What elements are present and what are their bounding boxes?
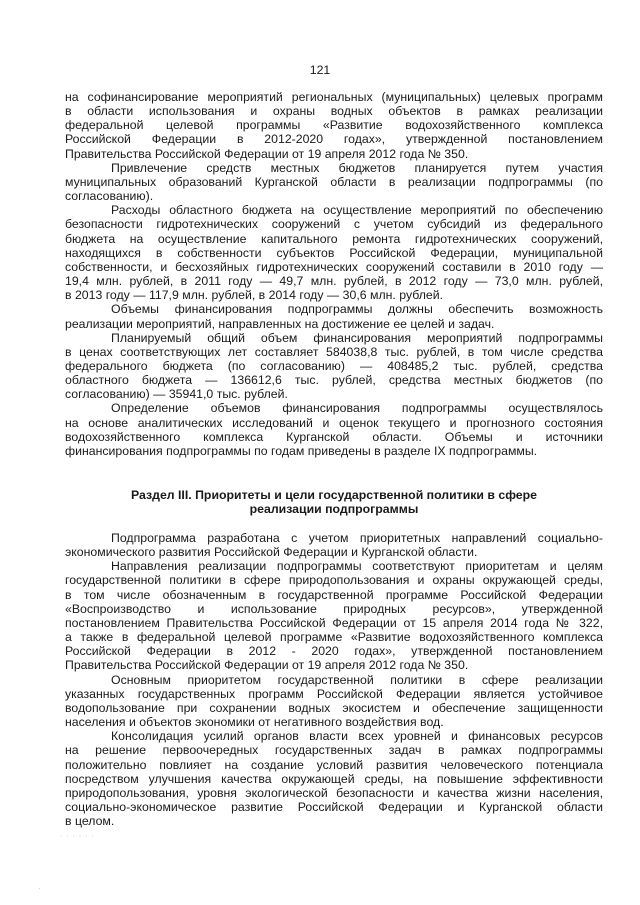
paragraph-line: водопользование при сохранении водных экосистем и обеспечение защищенности: [65, 700, 603, 715]
paragraph-line: Объемы финансирования подпрограммы должны обеспечить возможность: [111, 302, 603, 317]
paragraph-line: согласованию) — 35941,0 тыс. рублей.: [65, 387, 288, 402]
paragraph-line: Определение объемов финансирования подпрограммы осуществлялось: [111, 401, 603, 416]
paragraph-line: природопользования, уровня экологической безопасности и качества жизни населения,: [65, 785, 603, 800]
paragraph-line: экономического развития Российской Федерации и Курганской области.: [65, 545, 478, 560]
paragraph-line: посредством улучшения качества окружающей среды, на повышение эффективности: [65, 771, 603, 786]
paragraph-line: безопасности гидротехнических сооружений с учетом субсидий из федерального: [65, 217, 603, 232]
text-block-priorities: [65, 531, 603, 828]
paragraph-line: Правительства Российской Федерации от 19 апреля 2012 года № 350.: [65, 146, 469, 161]
page-number: 121: [309, 63, 331, 77]
paragraph-line: государственной политики в сфере природопользования и охраны окружающей среды,: [65, 573, 603, 588]
paragraph-line: в том числе обозначенным в государственной программе Российской Федерации: [65, 587, 603, 602]
paragraph-line: находящихся в собственности субъектов Российской Федерации, муниципальной: [65, 245, 603, 260]
paragraph-line: социально-экономическое развитие Российской Федерации и Курганской области: [65, 799, 603, 814]
paragraph-line: согласованию).: [65, 189, 154, 204]
paragraph-line: собственности, и бесхозяйных гидротехнических сооружений составили в 2010 году —: [65, 259, 603, 274]
paragraph-line: населения и объектов экономики от негативного воздействия вод.: [65, 715, 444, 730]
paragraph-line: «Воспроизводство и использование природных ресурсов», утвержденной: [65, 601, 603, 616]
paragraph-line: реализации мероприятий, направленных на достижение ее целей и задач.: [65, 316, 495, 331]
paragraph-line: муниципальных образований Курганской области в реализации подпрограммы (по: [65, 174, 603, 189]
paragraph-line: Консолидация усилий органов власти всех уровней и финансовых ресурсов: [111, 729, 603, 744]
section-heading-line: Раздел III. Приоритеты и цели государственной политики в сфере: [131, 488, 537, 502]
paragraph-line: Подпрограмма разработана с учетом приоритетных направлений социально-: [111, 531, 603, 545]
paragraph-line: федеральной целевой программы «Развитие водохозяйственного комплекса: [65, 118, 603, 133]
paragraph-line: в 2013 году — 117,9 млн. рублей, в 2014 году — 30,6 млн. рублей.: [65, 288, 444, 303]
paragraph-line: Правительства Российской Федерации от 19 апреля 2012 года № 350.: [65, 658, 469, 673]
paragraph-line: Расходы областного бюджета на осуществление мероприятий по обеспечению: [111, 203, 603, 218]
paragraph-line: постановлением Правительства Российской Федерации от 15 апреля 2014 года № 322,: [65, 615, 603, 630]
paragraph-line: областного бюджета — 136612,6 тыс. рублей, средства местных бюджетов (по: [65, 373, 603, 388]
paragraph-line: Основным приоритетом государственной политики в сфере реализации: [111, 672, 603, 687]
paragraph-line: в области использования и охраны водных объектов в рамках реализации: [65, 104, 603, 119]
paragraph-line: Российской Федерации в 2012 - 2020 годах», утвержденной постановлением: [65, 644, 603, 659]
paragraph-line: на решение первоочередных государственных задач в рамках подпрограммы: [65, 743, 603, 758]
paragraph-line: на софинансирование мероприятий региональных (муниципальных) целевых программ: [65, 90, 603, 104]
paragraph-line: финансирования подпрограммы по годам приведены в разделе IX подпрограммы.: [65, 443, 538, 458]
paragraph-line: а также в федеральной целевой программе «Развитие водохозяйственного комплекса: [65, 630, 603, 645]
text-block-financing: [65, 90, 603, 458]
paragraph-line: Планируемый общий объем финансирования мероприятий подпрограммы: [111, 330, 603, 345]
paragraph-line: Российской Федерации в 2012-2020 годах», утвержденной постановлением: [65, 132, 603, 147]
paragraph-line: Привлечение средств местных бюджетов планируется путем участия: [111, 160, 603, 175]
section-heading-line: реализации подпрограммы: [249, 502, 419, 517]
paragraph-line: федерального бюджета (по согласованию) — 408485,2 тыс. рублей, средства: [65, 358, 603, 373]
scan-artifact: · · · · · ·: [60, 833, 95, 840]
paragraph-line: Направления реализации подпрограммы соответствуют приоритетам и целям: [111, 559, 603, 574]
paragraph-line: в ценах соответствующих лет составляет 584038,8 тыс. рублей, в том числе средства: [65, 344, 603, 359]
paragraph-line: 19,4 млн. рублей, в 2011 году — 49,7 млн. рублей, в 2012 году — 73,0 млн. рублей,: [65, 274, 603, 289]
paragraph-line: положительно повлияет на создание условий развития человеческого потенциала: [65, 757, 603, 772]
paragraph-line: указанных государственных программ Российской Федерации является устойчивое: [65, 686, 603, 701]
paragraph-line: в целом.: [65, 814, 115, 829]
paragraph-line: на основе аналитических исследований и оценок текущего и прогнозного состояния: [65, 415, 603, 430]
scan-artifact: ·: [38, 884, 41, 893]
paragraph-line: водохозяйственного комплекса Курганской области. Объемы и источники: [65, 429, 603, 444]
paragraph-line: бюджета на осуществление капитального ремонта гидротехнических сооружений,: [65, 231, 603, 246]
section-heading: [65, 488, 603, 516]
